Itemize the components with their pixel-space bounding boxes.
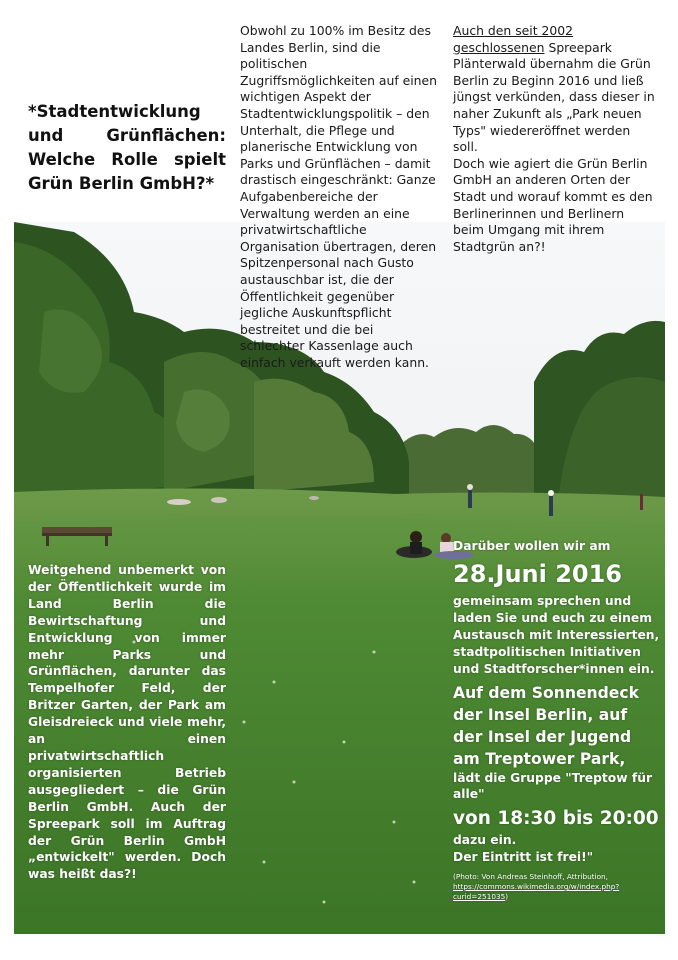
event-location: Auf dem Sonnendeck der Insel Berlin, auf der Insel der Jugend am Treptower Park, bbox=[453, 684, 639, 768]
photo-credit-text: (Photo: Von Andreas Steinhoff, Attribution, bbox=[453, 872, 608, 881]
underlined-lead: Auch den seit 2002 geschlossenen bbox=[453, 23, 574, 55]
event-time: von 18:30 bis 20:00 bbox=[453, 808, 659, 829]
intro-paragraph: Obwohl zu 100% im Besitz des Landes Berlin, sind die politischen Zugriffsmöglichkeiten auf einen wichtigen Aspekt der Stadtentwicklungspolitik – den Unterhalt, die Pflege und planerische Entwicklung von Parks und Grünflächen – damit drastisch eingeschränkt: Ganze Aufgabenbereiche der Verwaltung werden an eine privatwirtschaftliche Organisation übertragen, deren Spitzenpersonal nach Gusto austauschbar ist, die der Öffentlichkeit gegenüber jegliche Auskunftspflicht bestreitet und die bei schlechter Kassenlage auch einfach verkauft werden kann. bbox=[240, 23, 438, 370]
photo-credit-end: ) bbox=[505, 892, 509, 901]
photo-credit bbox=[453, 872, 661, 902]
event-entry-free: Der Eintritt ist frei!" bbox=[453, 850, 594, 864]
photo-credit-link[interactable]: https://commons.wikimedia.org/w/index.php?curid=251035 bbox=[453, 882, 620, 901]
paragraph-spreepark bbox=[453, 23, 658, 156]
paragraph-question: Doch wie agiert die Grün Berlin GmbH an anderen Orten der Stadt und worauf kommt es den Berlinerinnen und Berlinern beim Umgang mit ihrem Stadtgrün an?! bbox=[453, 155, 653, 254]
event-organizer: lädt die Gruppe "Treptow für alle" bbox=[453, 771, 653, 801]
event-closing: dazu ein. bbox=[453, 833, 517, 847]
spreepark-paragraphs bbox=[453, 23, 658, 255]
spreepark-text: Spreepark Plänterwald übernahm die Grün Berlin zu Beginn 2016 und ließ jüngst verkünden, dass dieser in naher Zukunft als „Park neuen Typs" wiedereröffnet werden soll. bbox=[453, 39, 655, 155]
event-date: 28.Juni 2016 bbox=[453, 560, 622, 588]
page-title: *Stadtentwicklung und Grünflächen: Welche Rolle spielt Grün Berlin GmbH?* bbox=[28, 102, 226, 193]
overlay-left-text: Weitgehend unbemerkt von der Öffentlichkeit wurde im Land Berlin die Bewirtschaftung und Entwicklung von immer mehr Parks und Grünflächen, darunter das Tempelhofer Feld, der Britzer Garten, der Park am Gleisdreieck und viele mehr, an einen privatwirtschaftlich organisierten Betrieb ausgegliedert – die Grün Berlin GmbH. Auch der Spreepark soll im Auftrag der Grün Berlin GmbH „entwickelt" werden. Doch was heißt das?! bbox=[28, 563, 226, 882]
event-description: gemeinsam sprechen und laden Sie und euch zu einem Austausch mit Interessierten, stadtpolitischen Initiativen und Stadtforscher*innen ein. bbox=[453, 594, 660, 676]
event-intro: Darüber wollen wir am bbox=[453, 539, 611, 553]
overlay-event-info bbox=[453, 538, 661, 902]
